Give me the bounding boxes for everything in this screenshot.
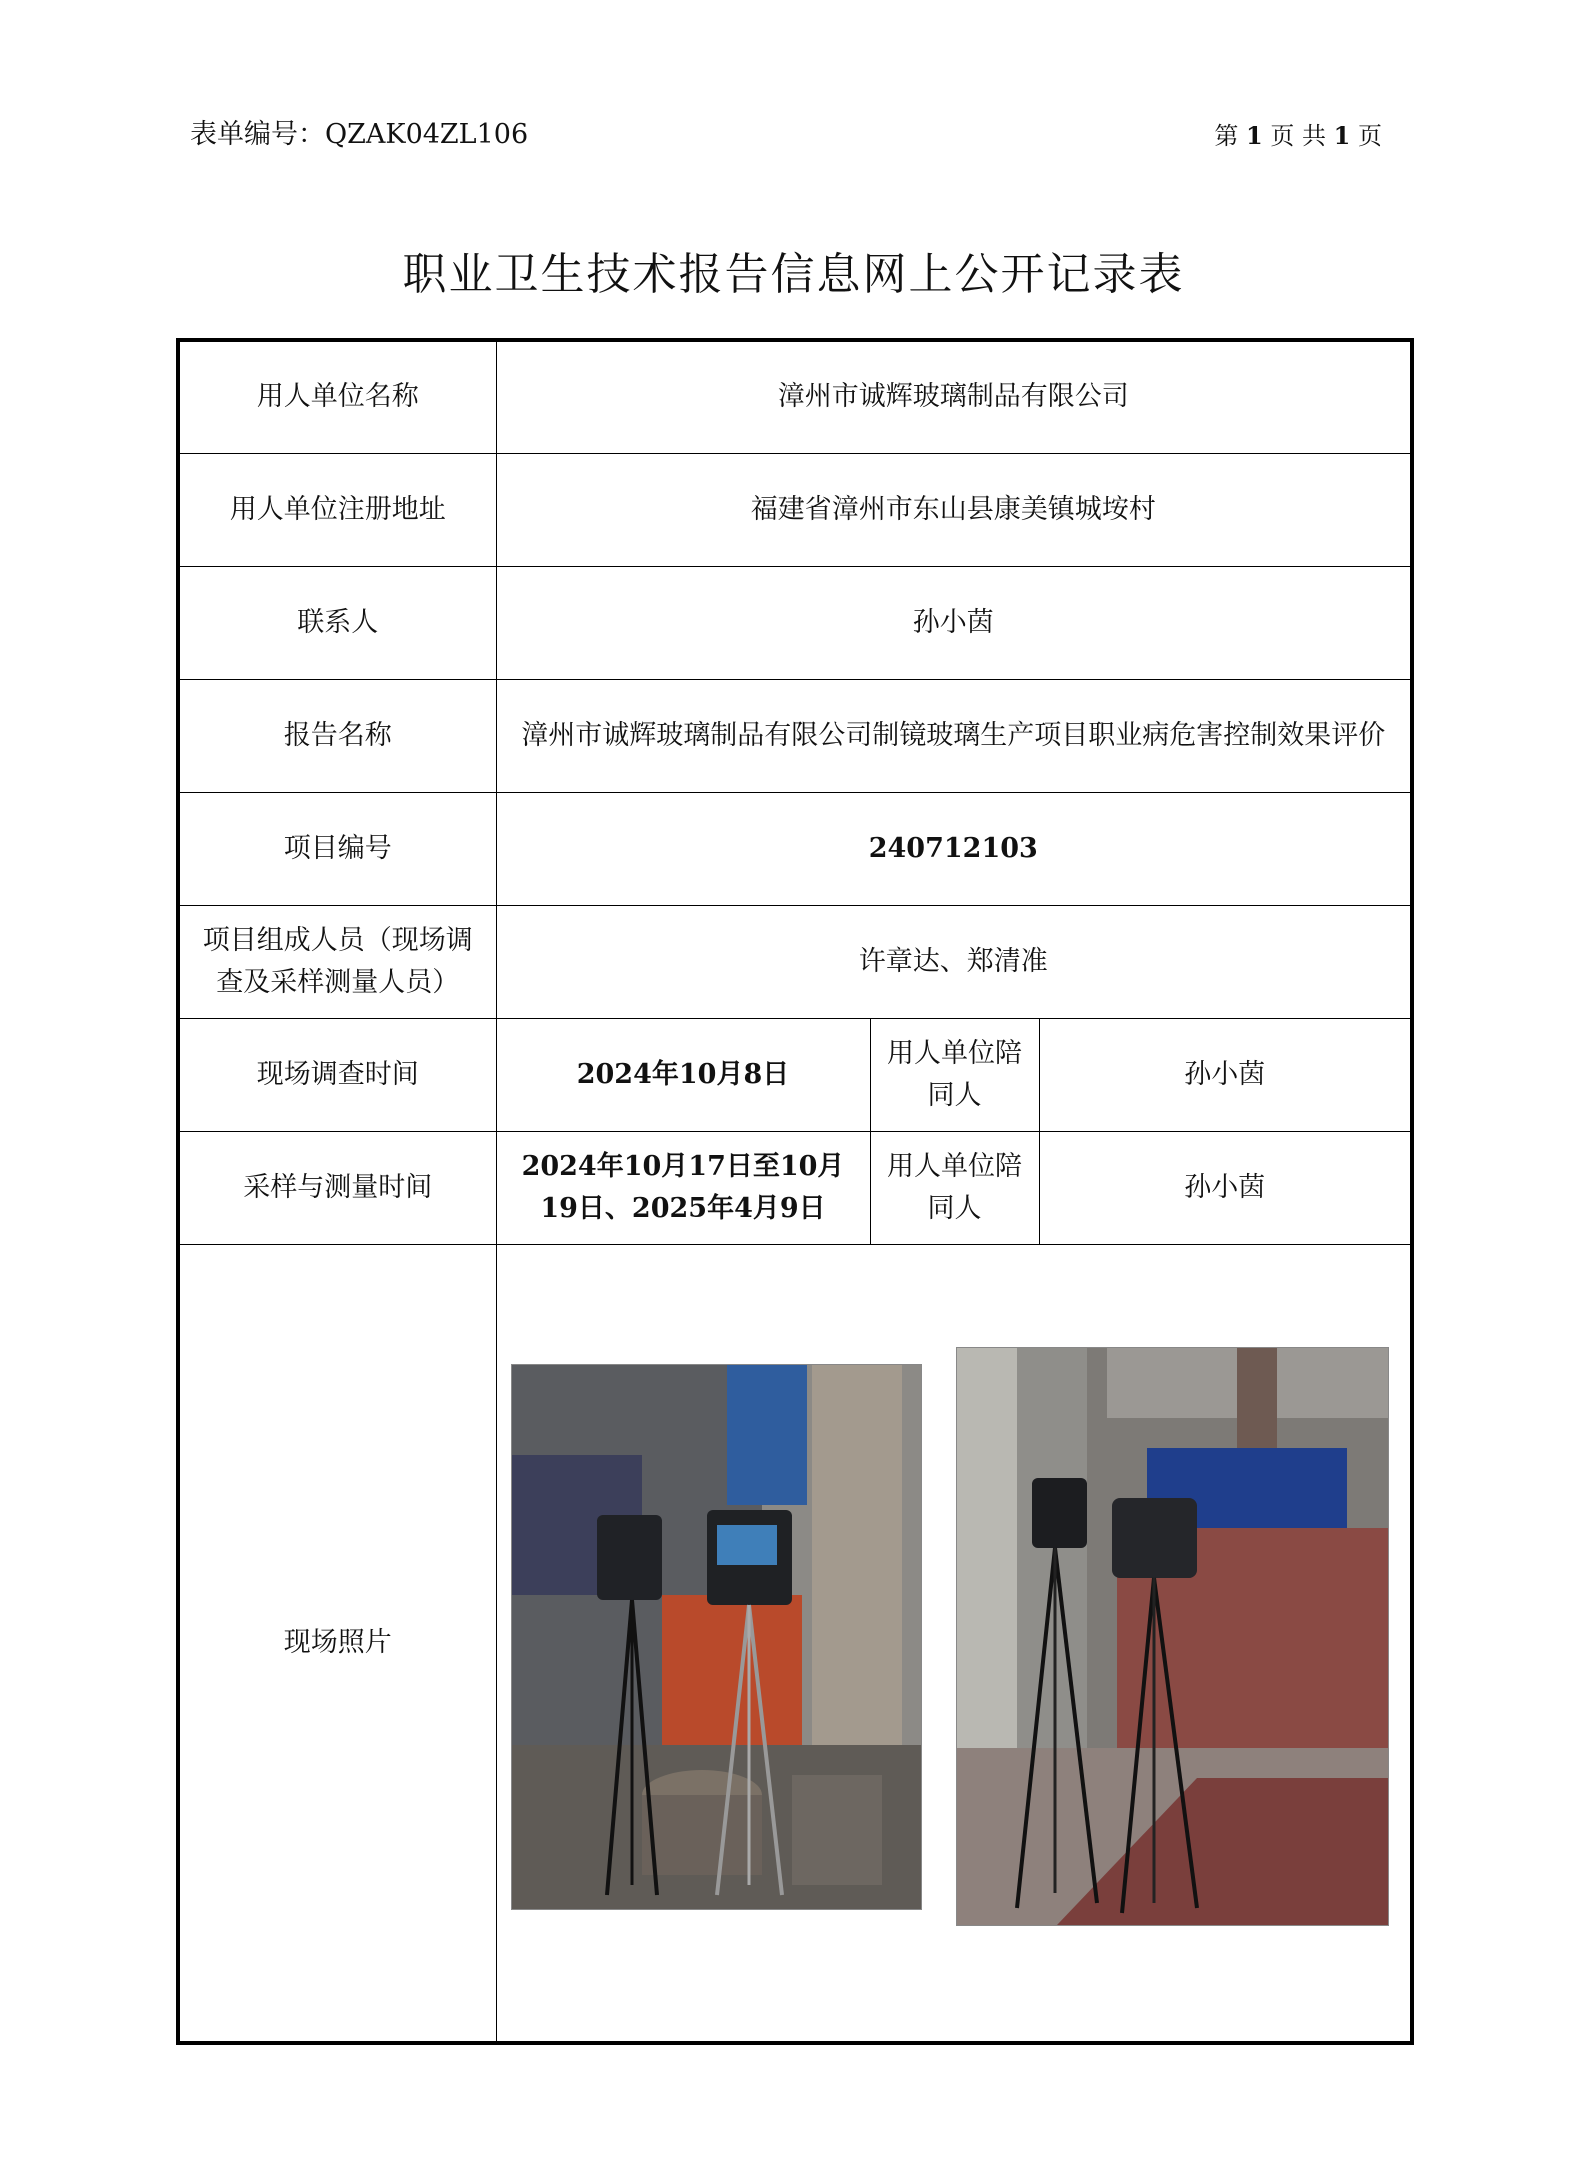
site-photo-1 (511, 1364, 922, 1910)
site-photo-2-graphic (957, 1348, 1388, 1925)
sampling-escort-value: 孙小茵 (1039, 1131, 1412, 1244)
address-label: 用人单位注册地址 (178, 453, 496, 566)
page-total: 1 (1333, 121, 1351, 150)
document-title: 职业卫生技术报告信息网上公开记录表 (402, 249, 1185, 300)
sampling-time-label: 采样与测量时间 (178, 1131, 496, 1244)
survey-time-value: 2024年10月8日 (496, 1018, 870, 1131)
project-no-label: 项目编号 (178, 792, 496, 905)
row-sampling-time (178, 1131, 1412, 1244)
unit-name-label: 用人单位名称 (178, 340, 496, 453)
project-no-value: 240712103 (496, 792, 1412, 905)
contact-value: 孙小茵 (496, 566, 1412, 679)
row-photos (178, 1244, 1412, 2043)
row-members (178, 905, 1412, 1018)
page-mid: 页 共 (1270, 122, 1327, 150)
photo-area (497, 1245, 1411, 2040)
row-contact (178, 566, 1412, 679)
report-name-label: 报告名称 (178, 679, 496, 792)
survey-escort-label: 用人单位陪同人 (870, 1018, 1039, 1131)
report-name-value: 漳州市诚辉玻璃制品有限公司制镜玻璃生产项目职业病危害控制效果评价 (496, 679, 1412, 792)
row-unit-name (178, 340, 1412, 453)
unit-name-value: 漳州市诚辉玻璃制品有限公司 (496, 340, 1412, 453)
row-project-no (178, 792, 1412, 905)
sampling-escort-label: 用人单位陪同人 (870, 1131, 1039, 1244)
record-table (176, 338, 1414, 2045)
page-prefix: 第 (1214, 122, 1239, 150)
page-current: 1 (1246, 121, 1263, 150)
members-label: 项目组成人员（现场调查及采样测量人员） (178, 905, 496, 1018)
contact-label: 联系人 (178, 566, 496, 679)
survey-time-label: 现场调查时间 (178, 1018, 496, 1131)
row-survey-time (178, 1018, 1412, 1131)
photos-cell (496, 1244, 1412, 2043)
form-number: 表单编号：QZAK04ZL106 (190, 119, 529, 150)
survey-escort-value: 孙小茵 (1039, 1018, 1412, 1131)
photos-label: 现场照片 (178, 1244, 496, 2043)
page-suffix: 页 (1358, 122, 1382, 150)
page-indicator (1214, 116, 1382, 151)
row-report-name (178, 679, 1412, 792)
site-photo-1-graphic (512, 1365, 921, 1909)
sampling-time-value: 2024年10月17日至10月19日、2025年4月9日 (496, 1131, 870, 1244)
site-photo-2 (956, 1347, 1389, 1926)
row-address (178, 453, 1412, 566)
members-value: 许章达、郑清准 (496, 905, 1412, 1018)
address-value: 福建省漳州市东山县康美镇城垵村 (496, 453, 1412, 566)
